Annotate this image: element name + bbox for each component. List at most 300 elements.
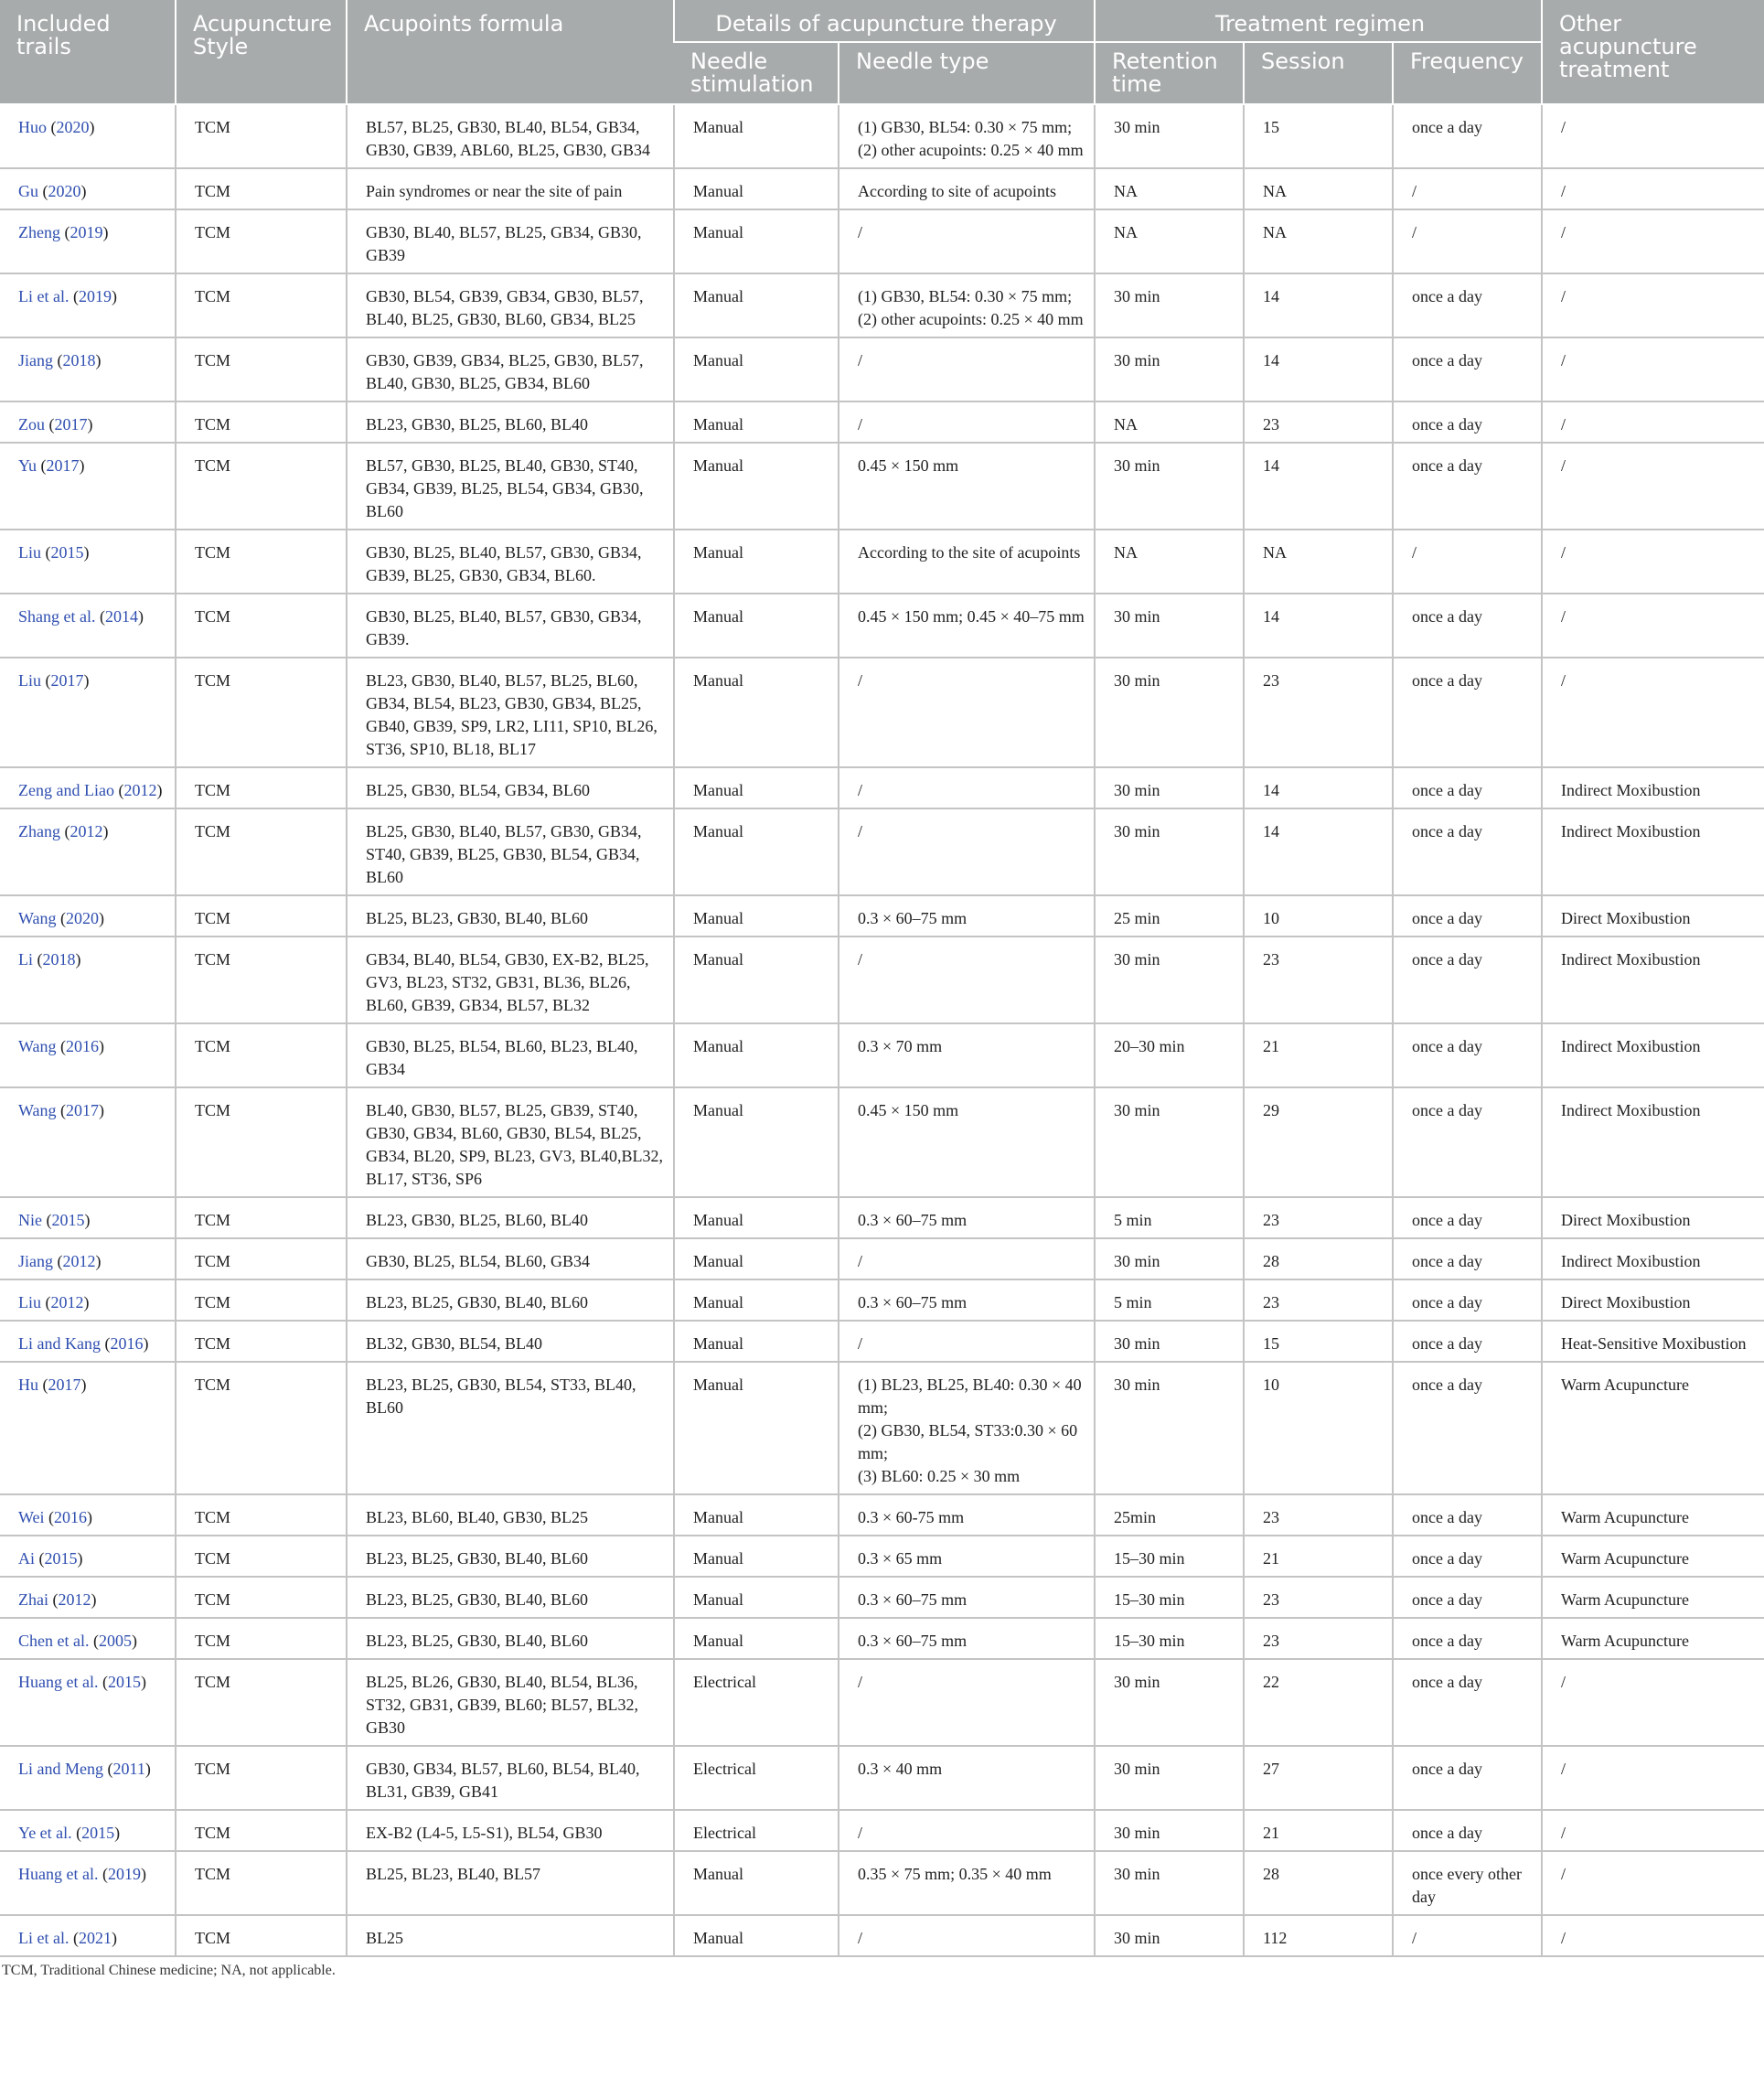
cell-retention-time: 20–30 min [1095, 1023, 1244, 1087]
cell-session: 14 [1244, 594, 1393, 658]
cell-acupuncture-style: TCM [176, 1197, 347, 1238]
cell-acupoints-formula: BL25, GB30, BL40, BL57, GB30, GB34, ST40, GB39, BL25, GB30, BL54, GB34, BL60 [347, 808, 674, 895]
trial-year-link[interactable]: 2012 [50, 1293, 84, 1311]
cell-needle-type: 0.45 × 150 mm [839, 1087, 1095, 1197]
cell-other-treatment: / [1542, 273, 1764, 337]
cell-needle-type: 0.3 × 60-75 mm [839, 1494, 1095, 1536]
cell-acupuncture-style: TCM [176, 1915, 347, 1956]
cell-session: 21 [1244, 1536, 1393, 1577]
trial-year-link[interactable]: 2020 [48, 182, 81, 200]
cell-frequency: once a day [1393, 808, 1542, 895]
cell-needle-stimulation: Manual [674, 1279, 839, 1321]
cell-frequency: once a day [1393, 594, 1542, 658]
trial-year-link[interactable]: 2017 [54, 415, 88, 434]
trial-year-link[interactable]: 2017 [48, 1375, 81, 1394]
cell-frequency: once a day [1393, 104, 1542, 168]
cell-other-treatment: / [1542, 1746, 1764, 1810]
trial-author-link[interactable]: Wang [18, 909, 57, 927]
cell-other-treatment: Warm Acupuncture [1542, 1536, 1764, 1577]
cell-acupoints-formula: BL57, GB30, BL25, BL40, GB30, ST40, GB34, GB39, BL25, BL54, GB34, GB30, BL60 [347, 443, 674, 530]
cell-session: 23 [1244, 1279, 1393, 1321]
trial-author-link[interactable]: Wang [18, 1037, 57, 1055]
paren-open: ( [48, 1590, 59, 1609]
cell-session: 27 [1244, 1746, 1393, 1810]
trial-year-link[interactable]: 2015 [107, 1673, 141, 1691]
table-row [0, 1659, 1764, 1746]
trial-author-link[interactable]: Chen et al. [18, 1632, 90, 1650]
cell-acupuncture-style: TCM [176, 1362, 347, 1494]
cell-other-treatment: / [1542, 337, 1764, 401]
cell-needle-stimulation: Manual [674, 168, 839, 209]
header-frequency: Frequency [1393, 42, 1542, 104]
trial-year-link[interactable]: 2021 [78, 1929, 112, 1947]
trial-author-link[interactable]: Huang et al. [18, 1673, 99, 1691]
paren-open: ( [59, 223, 70, 241]
cell-acupoints-formula: BL23, BL25, GB30, BL40, BL60 [347, 1577, 674, 1618]
cell-acupoints-formula: BL25, BL23, BL40, BL57 [347, 1851, 674, 1915]
trial-author-link[interactable]: Zhang [18, 822, 60, 840]
table-row [0, 273, 1764, 337]
cell-included-trial [0, 1321, 176, 1362]
trial-year-link[interactable]: 2012 [62, 1252, 96, 1270]
cell-frequency: once a day [1393, 1362, 1542, 1494]
cell-acupuncture-style: TCM [176, 1577, 347, 1618]
paren-close: ) [111, 287, 117, 305]
cell-other-treatment: / [1542, 401, 1764, 443]
trial-year-link[interactable]: 2018 [42, 950, 76, 969]
cell-frequency: / [1393, 530, 1542, 594]
cell-needle-type: 0.3 × 70 mm [839, 1023, 1095, 1087]
paren-close: ) [131, 1632, 137, 1650]
trial-year-link[interactable]: 2012 [69, 822, 103, 840]
paren-open: ( [95, 607, 105, 626]
cell-needle-stimulation: Manual [674, 1321, 839, 1362]
cell-other-treatment: Heat-Sensitive Moxibustion [1542, 1321, 1764, 1362]
cell-retention-time: 5 min [1095, 1279, 1244, 1321]
table-body [0, 104, 1764, 1956]
cell-included-trial [0, 1494, 176, 1536]
trial-year-link[interactable]: 2019 [78, 287, 112, 305]
trial-author-link[interactable]: Zeng and Liao [18, 781, 114, 799]
cell-retention-time: NA [1095, 401, 1244, 443]
cell-acupuncture-style: TCM [176, 1618, 347, 1659]
cell-session: 21 [1244, 1810, 1393, 1851]
paren-close: ) [140, 1673, 146, 1691]
trial-author-link[interactable]: Li and Kang [18, 1334, 101, 1353]
cell-needle-stimulation: Manual [674, 1577, 839, 1618]
cell-needle-stimulation: Manual [674, 767, 839, 808]
trial-author-link[interactable]: Shang et al. [18, 607, 96, 626]
cell-retention-time: 30 min [1095, 1321, 1244, 1362]
trial-author-link[interactable]: Liu [18, 671, 41, 690]
cell-frequency: once a day [1393, 895, 1542, 937]
cell-frequency: once a day [1393, 1746, 1542, 1810]
trial-year-link[interactable]: 2020 [66, 909, 100, 927]
cell-needle-type: / [839, 808, 1095, 895]
cell-acupuncture-style: TCM [176, 1279, 347, 1321]
paren-open: ( [98, 1673, 108, 1691]
cell-included-trial [0, 937, 176, 1023]
cell-included-trial [0, 1362, 176, 1494]
table-row [0, 1197, 1764, 1238]
cell-acupoints-formula: BL23, BL25, GB30, BL54, ST33, BL40, BL60 [347, 1362, 674, 1494]
cell-needle-stimulation: Manual [674, 530, 839, 594]
cell-other-treatment: / [1542, 1915, 1764, 1956]
cell-acupuncture-style: TCM [176, 895, 347, 937]
cell-acupoints-formula: GB30, BL25, BL40, BL57, GB30, GB34, GB39, BL25, GB30, GB34, BL60. [347, 530, 674, 594]
cell-needle-type: 0.3 × 65 mm [839, 1536, 1095, 1577]
paren-open: ( [53, 1252, 63, 1270]
paren-close: ) [111, 1929, 117, 1947]
cell-needle-type: 0.3 × 60–75 mm [839, 1279, 1095, 1321]
table-row [0, 168, 1764, 209]
trial-author-link[interactable]: Ye et al. [18, 1824, 72, 1842]
cell-other-treatment: Indirect Moxibustion [1542, 1023, 1764, 1087]
cell-retention-time: 30 min [1095, 104, 1244, 168]
cell-other-treatment: Indirect Moxibustion [1542, 1087, 1764, 1197]
cell-other-treatment: / [1542, 530, 1764, 594]
cell-session: 14 [1244, 443, 1393, 530]
paren-open: ( [69, 287, 79, 305]
paren-close: ) [114, 1824, 121, 1842]
table-row [0, 401, 1764, 443]
cell-included-trial [0, 443, 176, 530]
trial-year-link[interactable]: 2015 [50, 543, 84, 562]
cell-included-trial [0, 1810, 176, 1851]
paren-close: ) [80, 1375, 87, 1394]
cell-retention-time: 30 min [1095, 1362, 1244, 1494]
cell-retention-time: 30 min [1095, 767, 1244, 808]
cell-session: 23 [1244, 1494, 1393, 1536]
cell-frequency: / [1393, 209, 1542, 273]
trial-author-link[interactable]: Liu [18, 543, 41, 562]
cell-acupuncture-style: TCM [176, 530, 347, 594]
cell-included-trial [0, 1618, 176, 1659]
paren-open: ( [33, 950, 43, 969]
cell-included-trial [0, 1536, 176, 1577]
cell-session: 14 [1244, 767, 1393, 808]
table-row [0, 209, 1764, 273]
cell-included-trial [0, 1197, 176, 1238]
paren-open: ( [56, 1037, 67, 1055]
cell-other-treatment: Direct Moxibustion [1542, 895, 1764, 937]
table-row [0, 1810, 1764, 1851]
table-row [0, 1238, 1764, 1279]
table-row [0, 895, 1764, 937]
trial-author-link[interactable]: Li et al. [18, 1929, 69, 1947]
paren-open: ( [41, 1293, 51, 1311]
trial-year-link[interactable]: 2015 [51, 1211, 85, 1229]
table-row [0, 658, 1764, 767]
cell-retention-time: 30 min [1095, 337, 1244, 401]
cell-acupuncture-style: TCM [176, 168, 347, 209]
trial-year-link[interactable]: 2012 [58, 1590, 91, 1609]
cell-needle-type: 0.3 × 60–75 mm [839, 1577, 1095, 1618]
trial-year-link[interactable]: 2019 [107, 1865, 141, 1883]
cell-retention-time: 30 min [1095, 1851, 1244, 1915]
table-row [0, 1362, 1764, 1494]
cell-included-trial [0, 1851, 176, 1915]
cell-acupoints-formula: BL25, GB30, BL54, GB34, BL60 [347, 767, 674, 808]
paren-close: ) [137, 607, 144, 626]
cell-needle-stimulation: Manual [674, 337, 839, 401]
cell-acupuncture-style: TCM [176, 1851, 347, 1915]
paren-close: ) [79, 456, 85, 475]
cell-retention-time: 30 min [1095, 273, 1244, 337]
table-row [0, 767, 1764, 808]
trial-year-link[interactable]: 2017 [50, 671, 84, 690]
cell-session: 10 [1244, 895, 1393, 937]
cell-needle-type: 0.45 × 150 mm [839, 443, 1095, 530]
cell-acupoints-formula: BL23, BL25, GB30, BL40, BL60 [347, 1536, 674, 1577]
cell-other-treatment: / [1542, 1810, 1764, 1851]
trial-year-link[interactable]: 2016 [110, 1334, 144, 1353]
cell-needle-stimulation: Manual [674, 1023, 839, 1087]
trial-author-link[interactable]: Li [18, 950, 33, 969]
cell-needle-stimulation: Manual [674, 594, 839, 658]
cell-acupoints-formula: BL23, BL60, BL40, GB30, BL25 [347, 1494, 674, 1536]
trial-year-link[interactable]: 2014 [104, 607, 138, 626]
table-row [0, 1746, 1764, 1810]
paren-close: ) [102, 223, 109, 241]
trial-author-link[interactable]: Jiang [18, 351, 53, 369]
paren-open: ( [102, 1760, 113, 1778]
cell-frequency: once a day [1393, 937, 1542, 1023]
cell-needle-type: / [839, 1321, 1095, 1362]
trial-author-link[interactable]: Li and Meng [18, 1760, 103, 1778]
table-row [0, 1087, 1764, 1197]
table-row [0, 1851, 1764, 1915]
paren-open: ( [89, 1632, 99, 1650]
cell-needle-stimulation: Manual [674, 104, 839, 168]
cell-session: NA [1244, 168, 1393, 209]
cell-other-treatment: / [1542, 168, 1764, 209]
cell-retention-time: 30 min [1095, 1810, 1244, 1851]
cell-retention-time: 30 min [1095, 1238, 1244, 1279]
cell-included-trial [0, 273, 176, 337]
trial-author-link[interactable]: Zhai [18, 1590, 48, 1609]
cell-needle-type: / [839, 1659, 1095, 1746]
table-row [0, 937, 1764, 1023]
cell-included-trial [0, 1087, 176, 1197]
paren-close: ) [83, 671, 90, 690]
cell-retention-time: 30 min [1095, 658, 1244, 767]
cell-included-trial [0, 895, 176, 937]
cell-other-treatment: Warm Acupuncture [1542, 1362, 1764, 1494]
cell-session: 23 [1244, 401, 1393, 443]
cell-frequency: once a day [1393, 401, 1542, 443]
cell-included-trial [0, 1746, 176, 1810]
cell-session: NA [1244, 530, 1393, 594]
cell-acupoints-formula: BL57, BL25, GB30, BL40, BL54, GB34, GB30, GB39, ABL60, BL25, GB30, GB34 [347, 104, 674, 168]
header-row-1 [0, 0, 1764, 42]
header-session: Session [1244, 42, 1393, 104]
cell-acupoints-formula: GB30, BL25, BL40, BL57, GB30, GB34, GB39. [347, 594, 674, 658]
cell-needle-type: / [839, 1915, 1095, 1956]
cell-retention-time: 30 min [1095, 937, 1244, 1023]
cell-retention-time: NA [1095, 209, 1244, 273]
cell-frequency: once a day [1393, 1536, 1542, 1577]
trial-author-link[interactable]: Liu [18, 1293, 41, 1311]
trial-author-link[interactable]: Wang [18, 1101, 57, 1119]
cell-session: 29 [1244, 1087, 1393, 1197]
trial-year-link[interactable]: 2016 [66, 1037, 100, 1055]
cell-acupuncture-style: TCM [176, 1810, 347, 1851]
cell-frequency: / [1393, 168, 1542, 209]
paren-close: ) [95, 351, 102, 369]
cell-included-trial [0, 530, 176, 594]
trial-year-link[interactable]: 2005 [98, 1632, 132, 1650]
paren-open: ( [38, 182, 48, 200]
cell-needle-type: According to the site of acupoints [839, 530, 1095, 594]
cell-session: 23 [1244, 1577, 1393, 1618]
table-row [0, 530, 1764, 594]
cell-retention-time: NA [1095, 168, 1244, 209]
trial-year-link[interactable]: 2019 [69, 223, 103, 241]
table-row [0, 1577, 1764, 1618]
cell-needle-type: According to site of acupoints [839, 168, 1095, 209]
cell-needle-type: 0.3 × 60–75 mm [839, 1618, 1095, 1659]
cell-needle-stimulation: Manual [674, 1197, 839, 1238]
cell-needle-stimulation: Manual [674, 273, 839, 337]
cell-needle-stimulation: Manual [674, 937, 839, 1023]
trial-year-link[interactable]: 2011 [112, 1760, 145, 1778]
header-details-group: Details of acupuncture therapy [674, 0, 1095, 42]
cell-acupoints-formula: BL32, GB30, BL54, BL40 [347, 1321, 674, 1362]
cell-retention-time: 30 min [1095, 1746, 1244, 1810]
paren-close: ) [99, 1037, 105, 1055]
paren-close: ) [91, 1590, 97, 1609]
cell-other-treatment: Direct Moxibustion [1542, 1197, 1764, 1238]
trial-author-link[interactable]: Huo [18, 118, 47, 136]
cell-acupuncture-style: TCM [176, 1321, 347, 1362]
cell-frequency: once a day [1393, 1494, 1542, 1536]
trial-year-link[interactable]: 2017 [66, 1101, 100, 1119]
cell-other-treatment: Direct Moxibustion [1542, 1279, 1764, 1321]
header-regimen-group: Treatment regimen [1095, 0, 1542, 42]
cell-session: 10 [1244, 1362, 1393, 1494]
cell-acupuncture-style: TCM [176, 594, 347, 658]
trial-author-link[interactable]: Jiang [18, 1252, 53, 1270]
cell-acupuncture-style: TCM [176, 767, 347, 808]
table-row [0, 1618, 1764, 1659]
cell-session: 14 [1244, 273, 1393, 337]
trial-year-link[interactable]: 2015 [44, 1549, 78, 1568]
paren-open: ( [100, 1334, 111, 1353]
cell-acupuncture-style: TCM [176, 1536, 347, 1577]
trial-author-link[interactable]: Yu [18, 456, 37, 475]
header-acupuncture-style: Acupuncture Style [176, 0, 347, 104]
cell-needle-stimulation: Manual [674, 1915, 839, 1956]
cell-acupuncture-style: TCM [176, 401, 347, 443]
trial-author-link[interactable]: Li et al. [18, 287, 69, 305]
trial-year-link[interactable]: 2012 [123, 781, 157, 799]
cell-needle-stimulation: Manual [674, 1618, 839, 1659]
cell-acupoints-formula: GB30, BL54, GB39, GB34, GB30, BL57, BL40, BL25, GB30, BL60, GB34, BL25 [347, 273, 674, 337]
paren-open: ( [41, 671, 51, 690]
trial-year-link[interactable]: 2016 [54, 1508, 88, 1526]
cell-needle-stimulation: Electrical [674, 1746, 839, 1810]
cell-needle-stimulation: Manual [674, 895, 839, 937]
table-row [0, 808, 1764, 895]
paren-open: ( [56, 1101, 67, 1119]
trial-year-link[interactable]: 2020 [56, 118, 90, 136]
cell-needle-type: / [839, 209, 1095, 273]
paren-close: ) [87, 1508, 93, 1526]
cell-included-trial [0, 594, 176, 658]
trial-author-link[interactable]: Wei [18, 1508, 45, 1526]
trial-author-link[interactable]: Nie [18, 1211, 42, 1229]
cell-other-treatment: Warm Acupuncture [1542, 1577, 1764, 1618]
paren-open: ( [42, 1211, 52, 1229]
cell-acupuncture-style: TCM [176, 1746, 347, 1810]
cell-acupoints-formula: BL40, GB30, BL57, BL25, GB39, ST40, GB30, GB34, BL60, GB30, BL54, BL25, GB34, BL20, SP9, BL23, GV3, BL40,BL32, BL17, ST36, SP6 [347, 1087, 674, 1197]
cell-acupoints-formula: GB30, BL25, BL54, BL60, GB34 [347, 1238, 674, 1279]
paren-close: ) [80, 182, 87, 200]
cell-included-trial [0, 209, 176, 273]
cell-needle-type: / [839, 767, 1095, 808]
table-row [0, 1494, 1764, 1536]
cell-session: NA [1244, 209, 1393, 273]
cell-needle-type: / [839, 937, 1095, 1023]
cell-acupoints-formula: BL25, BL23, GB30, BL40, BL60 [347, 895, 674, 937]
trial-author-link[interactable]: Ai [18, 1549, 35, 1568]
header-needle-type: Needle type [839, 42, 1095, 104]
cell-session: 21 [1244, 1023, 1393, 1087]
trial-year-link[interactable]: 2018 [62, 351, 96, 369]
header-other-treatment: Other acupuncture treatment [1542, 0, 1764, 104]
cell-acupuncture-style: TCM [176, 1494, 347, 1536]
cell-acupoints-formula: BL23, GB30, BL40, BL57, BL25, BL60, GB34, BL54, BL23, GB30, GB34, BL25, GB40, GB39, SP9, LR2, LI11, SP10, BL26, ST36, SP10, BL18, BL17 [347, 658, 674, 767]
cell-frequency: once a day [1393, 658, 1542, 767]
cell-needle-type: 0.3 × 40 mm [839, 1746, 1095, 1810]
cell-needle-type: 0.3 × 60–75 mm [839, 1197, 1095, 1238]
cell-needle-stimulation: Manual [674, 401, 839, 443]
paren-open: ( [35, 1549, 45, 1568]
paren-close: ) [144, 1760, 151, 1778]
table-row [0, 443, 1764, 530]
cell-acupuncture-style: TCM [176, 104, 347, 168]
cell-session: 22 [1244, 1659, 1393, 1746]
trial-year-link[interactable]: 2015 [81, 1824, 115, 1842]
cell-needle-stimulation: Manual [674, 209, 839, 273]
cell-needle-stimulation: Manual [674, 1238, 839, 1279]
paren-close: ) [77, 1549, 83, 1568]
trial-author-link[interactable]: Gu [18, 182, 38, 200]
cell-session: 23 [1244, 937, 1393, 1023]
cell-frequency: once a day [1393, 337, 1542, 401]
paren-close: ) [99, 1101, 105, 1119]
cell-included-trial [0, 401, 176, 443]
trial-author-link[interactable]: Zou [18, 415, 45, 434]
table-row [0, 1321, 1764, 1362]
cell-acupoints-formula: BL23, GB30, BL25, BL60, BL40 [347, 1197, 674, 1238]
cell-needle-type: 0.3 × 60–75 mm [839, 895, 1095, 937]
paren-open: ( [56, 909, 67, 927]
trial-author-link[interactable]: Huang et al. [18, 1865, 99, 1883]
paren-close: ) [83, 1293, 90, 1311]
trial-year-link[interactable]: 2017 [46, 456, 80, 475]
paren-close: ) [143, 1334, 149, 1353]
cell-included-trial [0, 1279, 176, 1321]
trial-author-link[interactable]: Zheng [18, 223, 60, 241]
paren-open: ( [53, 351, 63, 369]
cell-acupuncture-style: TCM [176, 1023, 347, 1087]
cell-included-trial [0, 1023, 176, 1087]
cell-other-treatment: / [1542, 443, 1764, 530]
trial-author-link[interactable]: Hu [18, 1375, 38, 1394]
table-row [0, 104, 1764, 168]
